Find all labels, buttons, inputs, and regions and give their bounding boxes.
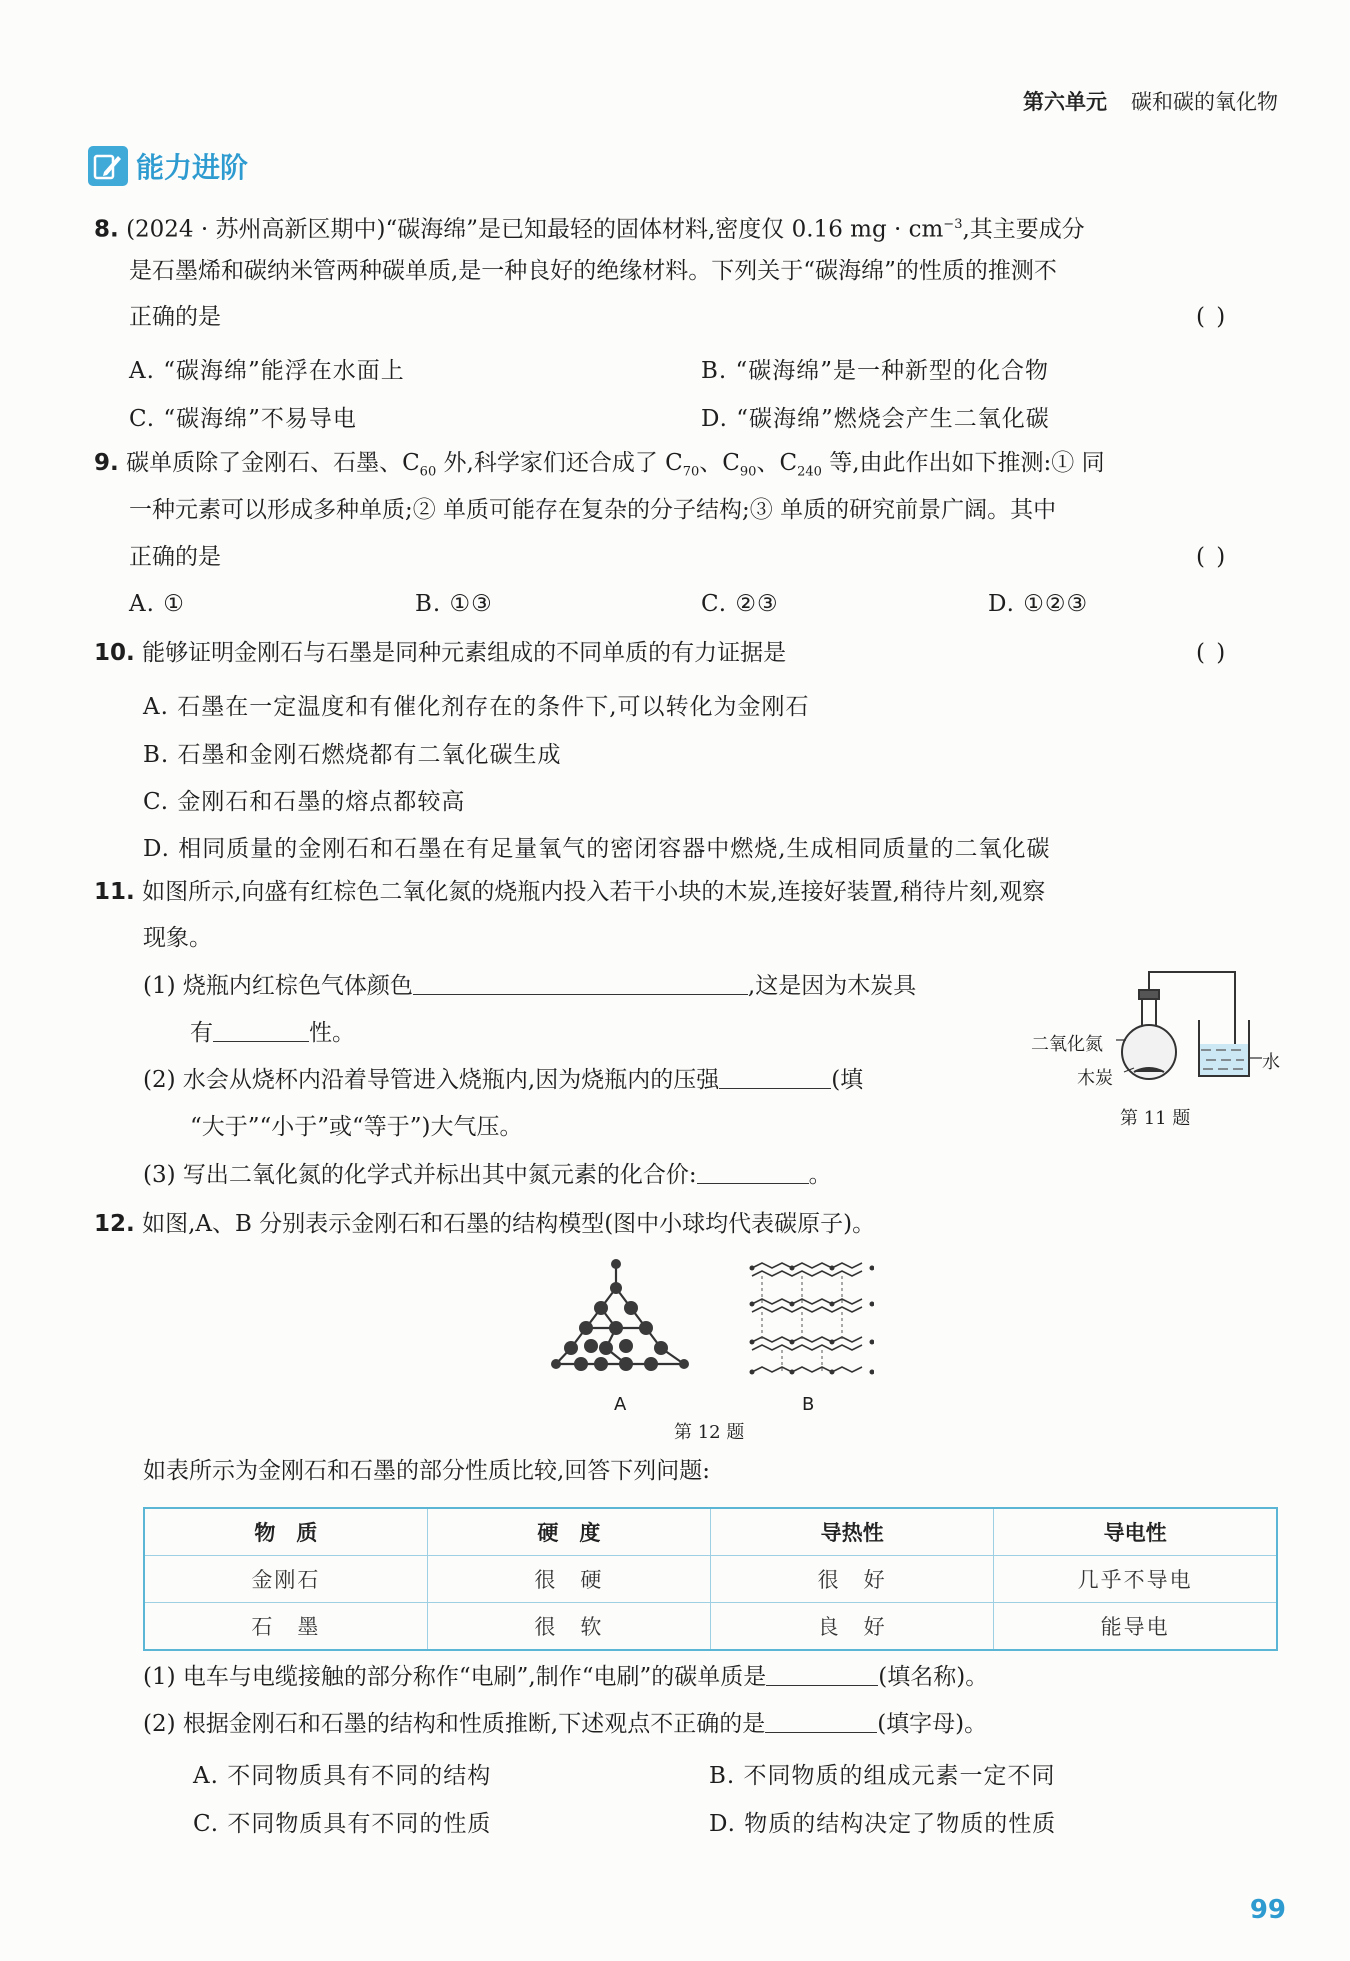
table-header-row xyxy=(144,1508,1277,1556)
q10-option-b: B. 石墨和金刚石燃烧都有二氧化碳生成 xyxy=(143,742,562,768)
table-header-cell: 物 质 xyxy=(144,1508,427,1556)
fig12-caption: 第 12 题 xyxy=(674,1422,745,1443)
table-cell: 很 硬 xyxy=(427,1556,710,1603)
q11-sub-1 xyxy=(143,971,916,1001)
fig11-label-water: 水 xyxy=(1262,1052,1280,1073)
fig11-label-charcoal: 木炭 xyxy=(1077,1068,1113,1089)
q12-sub-1 xyxy=(143,1662,988,1692)
q12-table-intro: 如表所示为金刚石和石墨的部分性质比较,回答下列问题: xyxy=(143,1458,711,1484)
q12-blank-2[interactable] xyxy=(765,1710,877,1733)
table-cell: 能导电 xyxy=(994,1603,1277,1651)
q11-sub-1-cont xyxy=(190,1018,355,1048)
q11-blank-1[interactable] xyxy=(413,972,748,995)
q8-superscript: −3 xyxy=(943,217,963,232)
q8-option-a: A. “碳海绵”能浮在水面上 xyxy=(129,358,405,384)
q9-text-p5: 等,由此作出如下推测:① 同 xyxy=(821,450,1105,476)
table-row xyxy=(144,1603,1277,1651)
table-cell: 石 墨 xyxy=(144,1603,427,1651)
q11-sub-3-text-a: (3) 写出二氧化氮的化学式并标出其中氮元素的化合价: xyxy=(143,1162,697,1188)
q12-sub-1-text-b: (填名称)。 xyxy=(878,1664,989,1690)
q11-sub-1-text-b: ,这是因为木炭具 xyxy=(747,973,917,999)
q8-text-1a: (2024 · 苏州高新区期中)“碳海绵”是已知最轻的固体材料,密度仅 0.16 mg · cm xyxy=(126,216,944,243)
q12-option-a: A. 不同物质具有不同的结构 xyxy=(193,1763,492,1789)
q12-blank-1[interactable] xyxy=(766,1663,878,1686)
q9-sub-c70: 70 xyxy=(682,464,700,480)
q9-number: 9. xyxy=(94,450,119,476)
q9-sub-c90: 90 xyxy=(739,464,757,480)
q10-option-d: D. 相同质量的金刚石和石墨在有足量氧气的密闭容器中燃烧,生成相同质量的二氧化碳 xyxy=(143,836,1051,862)
q11-blank-4[interactable] xyxy=(697,1161,809,1184)
q10-line-1 xyxy=(94,638,786,668)
q9-text-p4: 、C xyxy=(756,450,798,476)
section-heading xyxy=(88,146,248,186)
q9-option-b: B. ①③ xyxy=(415,591,493,617)
diamond-structure-model-a xyxy=(546,1256,696,1386)
q9-sub-c240: 240 xyxy=(797,464,822,480)
fig12-label-a: A xyxy=(614,1394,627,1415)
q8-option-c: C. “碳海绵”不易导电 xyxy=(129,406,357,432)
q9-line-1 xyxy=(94,448,1105,488)
q8-option-d: D. “碳海绵”燃烧会产生二氧化碳 xyxy=(701,406,1050,432)
q9-line-2: 一种元素可以形成多种单质;② 单质可能存在复杂的分子结构;③ 单质的研究前景广阔。其中 xyxy=(129,497,1057,523)
q11-sub-2-cont: “大于”“小于”或“等于”)大气压。 xyxy=(190,1114,523,1140)
q11-sub-1-text-d: 性。 xyxy=(309,1020,355,1046)
unit-label: 第六单元 xyxy=(1023,90,1107,114)
q8-line-2: 是石墨烯和碳纳米管两种碳单质,是一种良好的绝缘材料。下列关于“碳海绵”的性质的推测不 xyxy=(129,258,1057,284)
q11-sub-3 xyxy=(143,1160,832,1190)
q11-sub-1-text-c: 有 xyxy=(190,1020,213,1046)
q8-line-3: 正确的是 xyxy=(129,304,221,330)
q8-answer-bracket: ( ) xyxy=(1196,304,1228,330)
running-header xyxy=(1023,86,1278,116)
q12-sub-2-text-b: (填字母)。 xyxy=(877,1711,988,1737)
q11-sub-3-text-b: 。 xyxy=(808,1162,832,1188)
q10-answer-bracket: ( ) xyxy=(1196,640,1228,666)
q12-sub-2-text-a: (2) 根据金刚石和石墨的结构和性质推断,下述观点不正确的是 xyxy=(143,1711,766,1737)
q8-number: 8. xyxy=(94,216,119,243)
table-cell: 良 好 xyxy=(711,1603,994,1651)
fig11-label-no2: 二氧化氮 xyxy=(1031,1034,1103,1055)
q10-text: 能够证明金刚石与石墨是同种元素组成的不同单质的有力证据是 xyxy=(142,640,787,666)
q9-text-p1: 碳单质除了金刚石、石墨、C xyxy=(126,450,420,476)
q11-blank-3[interactable] xyxy=(719,1066,831,1089)
q9-option-c: C. ②③ xyxy=(701,591,779,617)
q11-sub-2-text-b: (填 xyxy=(831,1067,864,1093)
q12-text: 如图,A、B 分别表示金刚石和石墨的结构模型(图中小球均代表碳原子)。 xyxy=(142,1211,876,1237)
q10-option-c: C. 金刚石和石墨的熔点都较高 xyxy=(143,789,466,815)
q11-line-2: 现象。 xyxy=(143,925,212,951)
q12-number: 12. xyxy=(94,1211,135,1237)
table-header-cell: 导热性 xyxy=(711,1508,994,1556)
graphite-structure-model-b xyxy=(744,1258,874,1386)
flask-beaker-apparatus-figure xyxy=(1104,968,1284,1096)
q10-option-a: A. 石墨在一定温度和有催化剂存在的条件下,可以转化为金刚石 xyxy=(143,694,810,720)
table-cell: 金刚石 xyxy=(144,1556,427,1603)
section-title: 能力进阶 xyxy=(136,151,249,184)
q10-number: 10. xyxy=(94,640,135,666)
table-cell: 很 软 xyxy=(427,1603,710,1651)
q11-blank-2[interactable] xyxy=(213,1019,309,1042)
page-number: 99 xyxy=(1249,1895,1286,1925)
q8-text-1b: ,其主要成分 xyxy=(962,216,1085,243)
q9-option-d: D. ①②③ xyxy=(988,591,1089,617)
q12-option-d: D. 物质的结构决定了物质的性质 xyxy=(709,1811,1057,1837)
q9-sub-c60: 60 xyxy=(419,464,437,480)
q12-sub-2 xyxy=(143,1709,987,1739)
fig11-caption: 第 11 题 xyxy=(1120,1108,1191,1129)
unit-topic: 碳和碳的氧化物 xyxy=(1131,90,1278,114)
q9-option-a: A. ① xyxy=(129,591,185,617)
pencil-note-icon xyxy=(88,146,128,186)
table-cell: 很 好 xyxy=(711,1556,994,1603)
q9-text-p2: 外,科学家们还合成了 C xyxy=(436,450,683,476)
q12-line-1 xyxy=(94,1209,875,1239)
q11-line-1 xyxy=(94,877,1045,907)
q9-line-3: 正确的是 xyxy=(129,544,221,570)
q11-number: 11. xyxy=(94,879,135,905)
q9-answer-bracket: ( ) xyxy=(1196,544,1228,570)
q11-sub-2 xyxy=(143,1065,863,1095)
q11-sub-2-text-a: (2) 水会从烧杯内沿着导管进入烧瓶内,因为烧瓶内的压强 xyxy=(143,1067,720,1093)
q11-sub-1-text-a: (1) 烧瓶内红棕色气体颜色 xyxy=(143,973,413,999)
q12-option-b: B. 不同物质的组成元素一定不同 xyxy=(709,1763,1056,1789)
table-header-cell: 硬 度 xyxy=(427,1508,710,1556)
property-comparison-table xyxy=(143,1507,1278,1651)
q12-option-c: C. 不同物质具有不同的性质 xyxy=(193,1811,492,1837)
table-cell: 几乎不导电 xyxy=(994,1556,1277,1603)
table-header-cell: 导电性 xyxy=(994,1508,1277,1556)
q8-line-1 xyxy=(94,210,1085,245)
q9-text-p3: 、C xyxy=(699,450,740,476)
q11-text: 如图所示,向盛有红棕色二氧化氮的烧瓶内投入若干小块的木炭,连接好装置,稍待片刻,观察 xyxy=(142,879,1046,905)
q12-sub-1-text-a: (1) 电车与电缆接触的部分称作“电刷”,制作“电刷”的碳单质是 xyxy=(143,1664,767,1690)
q8-option-b: B. “碳海绵”是一种新型的化合物 xyxy=(701,358,1050,384)
fig12-label-b: B xyxy=(802,1394,815,1415)
table-row xyxy=(144,1556,1277,1603)
